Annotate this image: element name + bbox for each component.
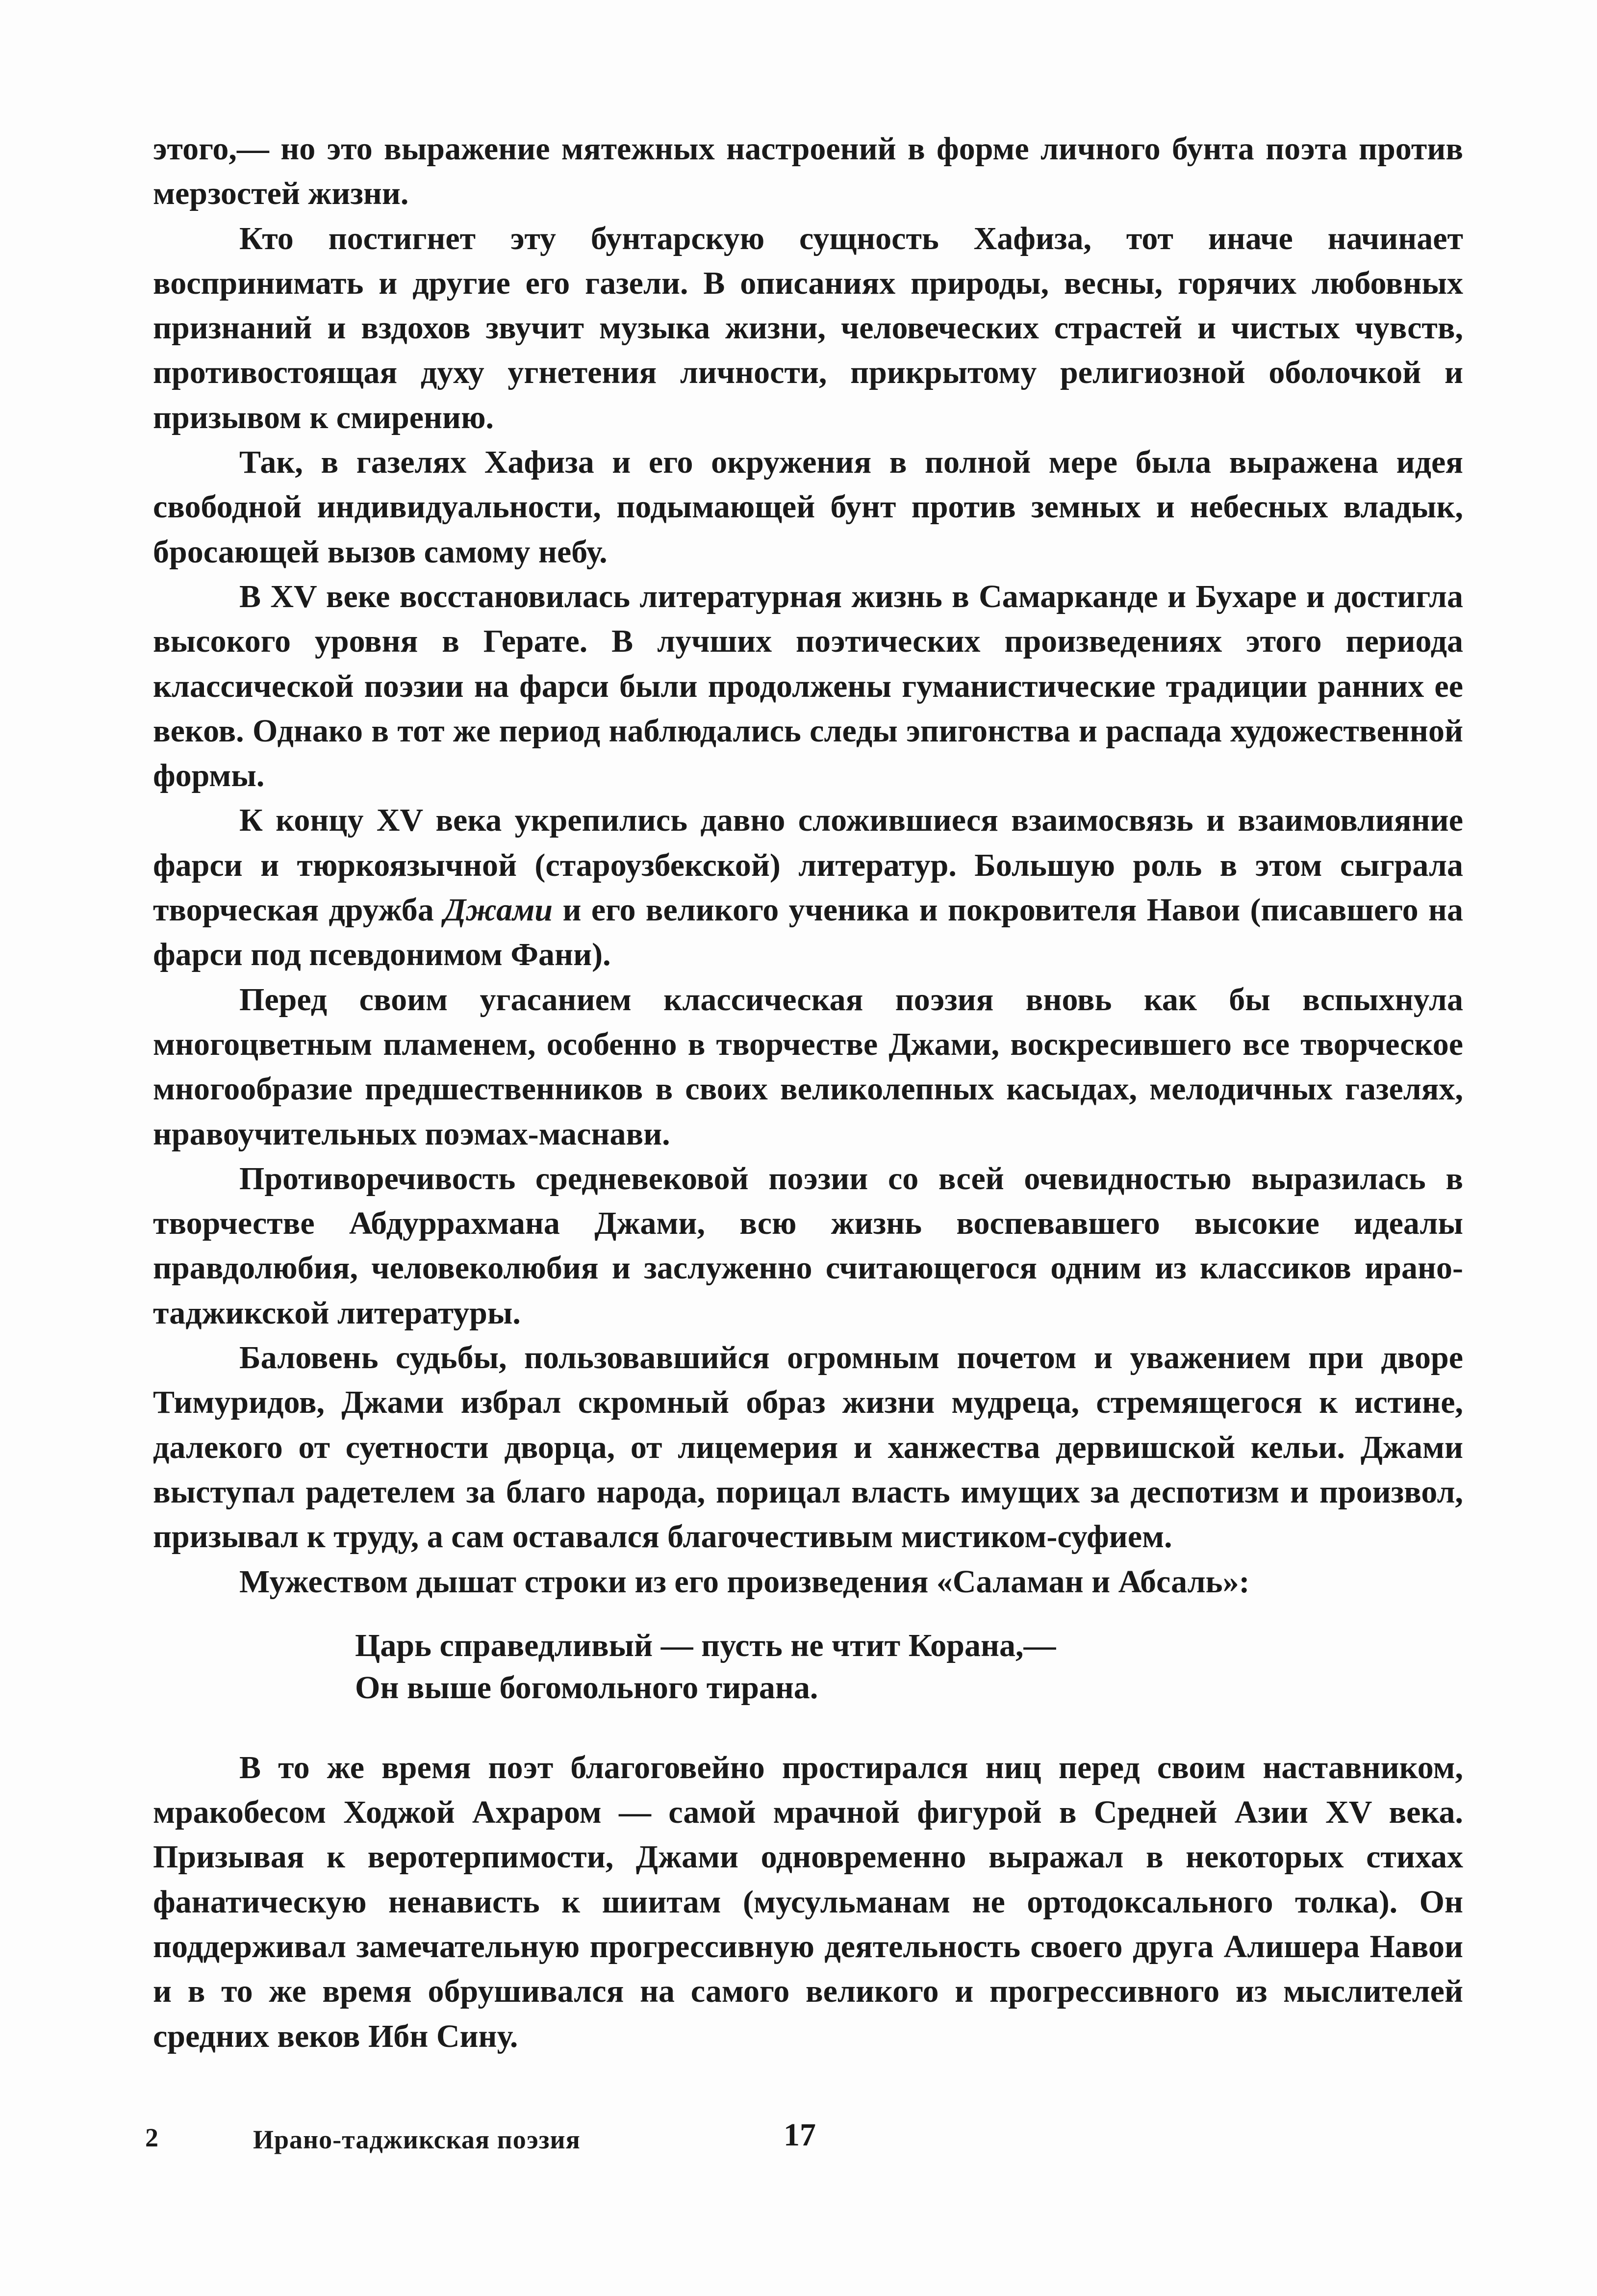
verse-line: Он выше богомольного тирана. xyxy=(355,1669,818,1706)
page-footer xyxy=(0,2117,1597,2167)
text-run: Кто постигнет эту бунтарскую сущность Хафиза, тот иначе начинает воспринимать и другие его газели. В описаниях природы, весны, горячих любовных признаний и вздохов звучит музыка жизни, человеческих страстей и чистых чувств, противостоящая духу угнетения личности, прикрытому религиозной оболочкой и призывом к смирению. xyxy=(153,220,1463,435)
body-text xyxy=(153,127,1463,2059)
text-run: Так, в газелях Хафиза и его окружения в полной мере была выражена идея свободной индивидуальности, подымающей бунт против земных и небесных владык, бросающей вызов самому небу. xyxy=(153,444,1463,570)
italic-name: Джами xyxy=(444,892,553,928)
paragraph xyxy=(153,574,1463,798)
text-run: К концу XV века укрепились давно сложившиеся взаимосвязь и взаимовлияние фарси и тюркоязычной (староузбекской) литератур. Большую роль в этом сыграла творческая дружба xyxy=(153,802,1463,928)
paragraphs-before-verse xyxy=(153,127,1463,1604)
text-run: Противоречивость средневековой поэзии со всей очевидностью выразилась в творчестве Абдуррахмана Джами, всю жизнь воспевавшего высокие идеалы правдолюбия, человеколюбия и заслуженно считающегося одним из классиков ирано-таджикской литературы. xyxy=(153,1160,1463,1331)
paragraph xyxy=(153,1156,1463,1335)
paragraph xyxy=(153,216,1463,440)
text-run: этого,— но это выражение мятежных настроений в форме личного бунта поэта против мерзостей жизни. xyxy=(153,131,1463,212)
text-run: Баловень судьбы, пользовавшийся огромным почетом и уважением при дворе Тимуридов, Джами избрал скромный образ жизни мудреца, стремящегося к истине, далекого от суетности дворца, от лицемерия и ханжества дервишской кельи. Джами выступал радетелем за благо народа, порицал власть имущих за деспотизм и произвол, призывал к труду, а сам оставался благочестивым мистиком-суфием. xyxy=(153,1340,1463,1555)
paragraph xyxy=(153,127,1463,216)
paragraphs-after-verse xyxy=(153,1745,1463,2059)
paragraph xyxy=(153,1559,1463,1604)
text-run: В то же время поэт благоговейно простирался ниц перед своим наставником, мракобесом Ходжой Ахраром — самой мрачной фигурой в Средней Азии XV века. Призывая к веротерпимости, Джами одновременно выражал в некоторых стихах фанатическую ненависть к шиитам (мусульманам не ортодоксального толка). Он поддерживал замечательную прогрессивную деятельность своего друга Алишера Навои и в то же время обрушивался на самого великого и прогрессивного из мыслителей средних веков Ибн Сину. xyxy=(153,1749,1463,2054)
text-run: Перед своим угасанием классическая поэзия вновь как бы вспыхнула многоцветным пламенем, особенно в творчестве Джами, воскресившего все творческое многообразие предшественников в своих великолепных касыдах, мелодичных газелях, нравоучительных поэмах-маснави. xyxy=(153,981,1463,1152)
paragraph xyxy=(153,1745,1463,2059)
page-number: 17 xyxy=(784,2117,816,2153)
verse-line: Царь справедливый — пусть не чтит Корана,— xyxy=(355,1627,1056,1663)
text-run: В XV веке восстановилась литературная жизнь в Самарканде и Бухаре и достигла высокого уровня в Герате. В лучших поэтических произведениях этого периода классической поэзии на фарси были продолжены гуманистические традиции ранних ее веков. Однако в тот же период наблюдались следы эпигонства и распада художественной формы. xyxy=(153,578,1463,794)
verse-quote xyxy=(355,1625,1463,1709)
paragraph xyxy=(153,798,1463,977)
text-run: Мужеством дышат строки из его произведения «Саламан и Абсаль»: xyxy=(239,1563,1250,1600)
paragraph xyxy=(153,1335,1463,1559)
book-title-footer: Ирано-таджикская поэзия xyxy=(253,2125,581,2154)
text-run: и его великого ученика и покровителя Навои (писавшего на фарси под псевдонимом Фани). xyxy=(153,892,1463,973)
paragraph xyxy=(153,440,1463,574)
paragraph xyxy=(153,977,1463,1156)
printer-signature-mark: 2 xyxy=(145,2123,158,2152)
